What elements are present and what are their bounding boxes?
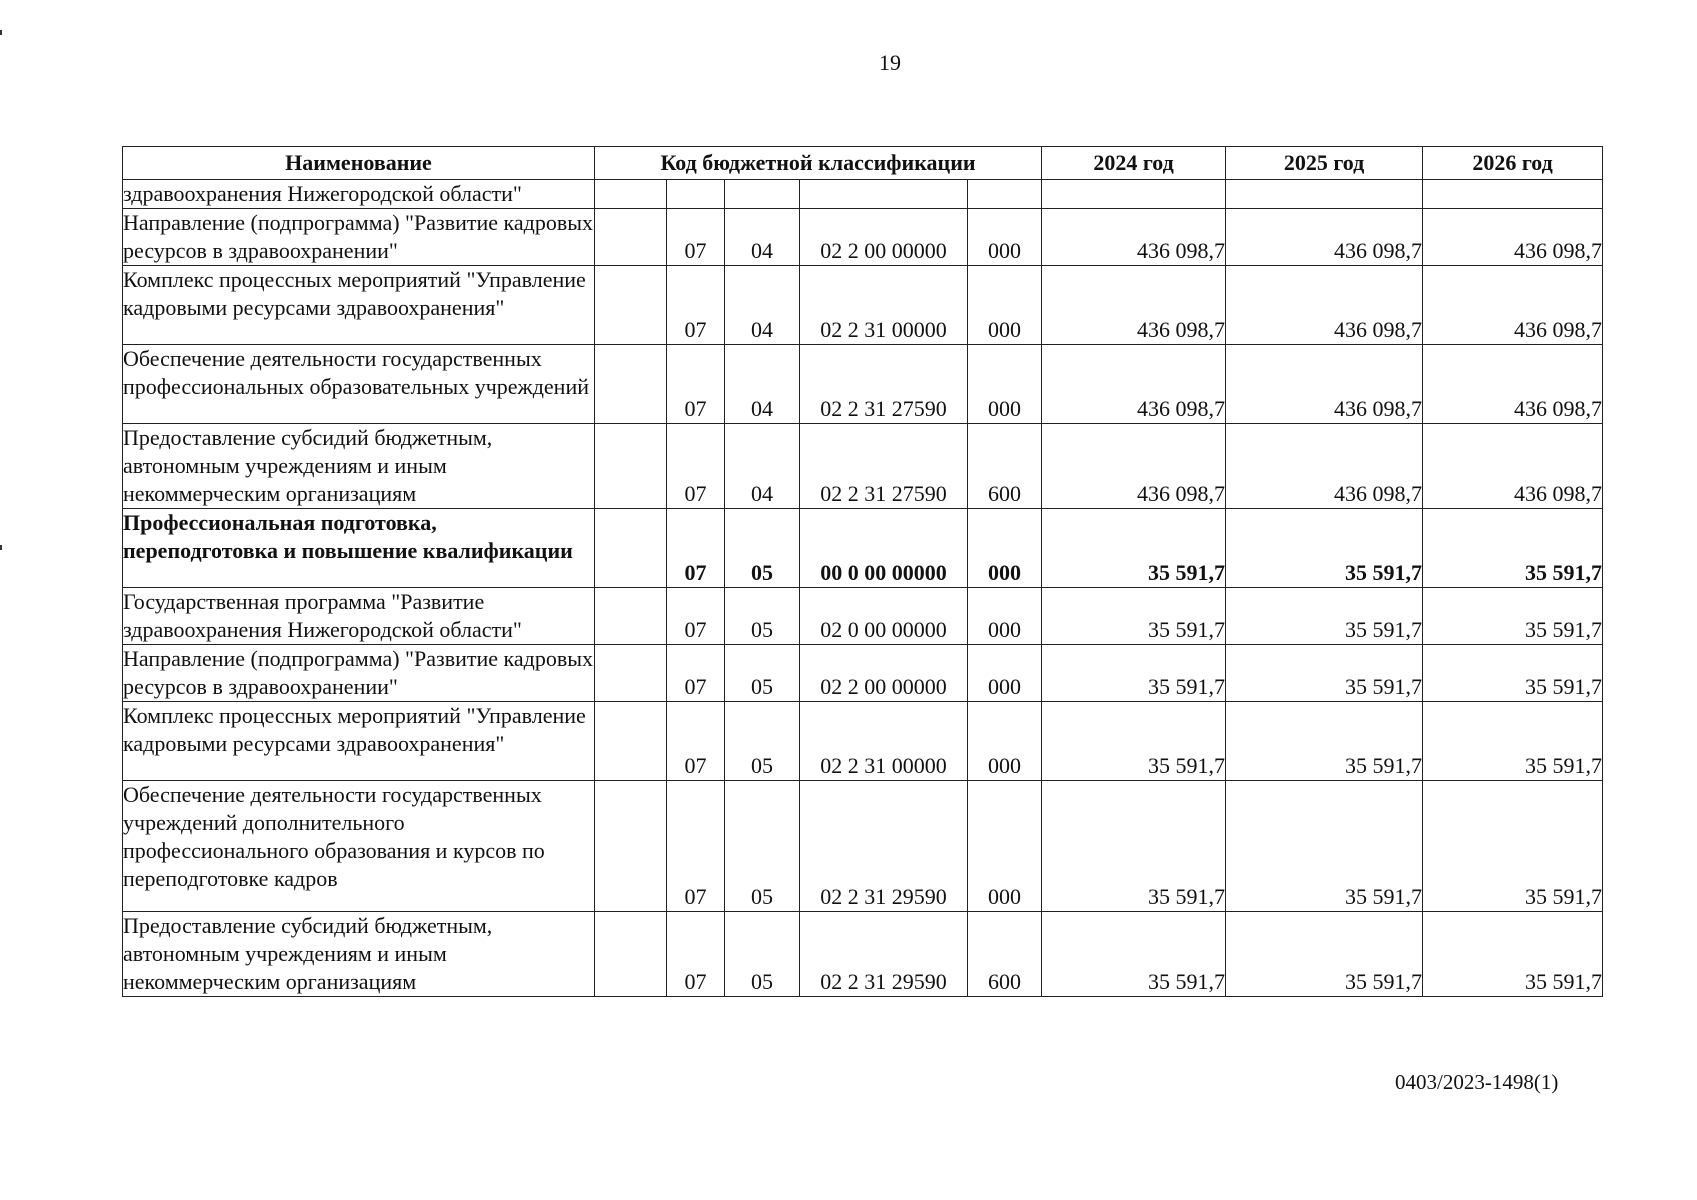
code-cell (968, 180, 1042, 209)
code-target-article: 02 2 31 00000 (800, 266, 968, 345)
code-subsection: 05 (725, 781, 800, 912)
code-expense-type: 000 (968, 345, 1042, 424)
amount-2025: 436 098,7 (1226, 266, 1423, 345)
code-col1 (595, 702, 667, 781)
document-id: 0403/2023-1498(1) (1395, 1070, 1559, 1094)
code-subsection: 04 (725, 345, 800, 424)
code-section: 07 (667, 702, 725, 781)
code-subsection: 05 (725, 588, 800, 645)
code-cell (667, 180, 725, 209)
amount-cell (1226, 180, 1423, 209)
code-subsection: 05 (725, 509, 800, 588)
code-target-article: 02 0 00 00000 (800, 588, 968, 645)
code-col1 (595, 266, 667, 345)
code-col1 (595, 509, 667, 588)
code-section: 07 (667, 588, 725, 645)
amount-2026: 35 591,7 (1423, 781, 1603, 912)
row-name: Обеспечение деятельности государственных профессиональных образовательных учреждений (123, 345, 595, 424)
code-target-article: 02 2 31 29590 (800, 912, 968, 997)
amount-cell (1042, 180, 1226, 209)
code-section: 07 (667, 266, 725, 345)
table-row (123, 266, 1603, 345)
table-row (123, 702, 1603, 781)
scan-margin-mark (0, 545, 2, 550)
code-col1 (595, 424, 667, 509)
amount-2026: 35 591,7 (1423, 588, 1603, 645)
header-2024: 2024 год (1042, 147, 1226, 180)
header-2026: 2026 год (1423, 147, 1603, 180)
code-col1 (595, 209, 667, 266)
code-expense-type: 600 (968, 912, 1042, 997)
code-target-article: 02 2 31 00000 (800, 702, 968, 781)
code-cell (725, 180, 800, 209)
amount-2024: 436 098,7 (1042, 424, 1226, 509)
table-row (123, 209, 1603, 266)
code-expense-type: 000 (968, 209, 1042, 266)
amount-2026: 436 098,7 (1423, 209, 1603, 266)
code-expense-type: 600 (968, 424, 1042, 509)
amount-2026: 35 591,7 (1423, 509, 1603, 588)
amount-2025: 436 098,7 (1226, 209, 1423, 266)
amount-2025: 35 591,7 (1226, 509, 1423, 588)
code-section: 07 (667, 209, 725, 266)
scan-margin-mark (0, 30, 2, 35)
code-col1 (595, 345, 667, 424)
amount-2025: 35 591,7 (1226, 781, 1423, 912)
amount-2024: 436 098,7 (1042, 345, 1226, 424)
code-subsection: 05 (725, 702, 800, 781)
amount-2026: 436 098,7 (1423, 424, 1603, 509)
header-2025: 2025 год (1226, 147, 1423, 180)
code-section: 07 (667, 509, 725, 588)
table-row (123, 781, 1603, 912)
amount-2026: 436 098,7 (1423, 345, 1603, 424)
amount-2026: 35 591,7 (1423, 912, 1603, 997)
code-subsection: 05 (725, 645, 800, 702)
code-col1 (595, 781, 667, 912)
amount-2024: 35 591,7 (1042, 588, 1226, 645)
table-row (123, 424, 1603, 509)
row-name: Обеспечение деятельности государственных учреждений дополнительного профессионального образования и курсов по переподготовке кадров (123, 781, 595, 912)
table-row (123, 509, 1603, 588)
page-number: 19 (879, 50, 901, 75)
amount-2025: 436 098,7 (1226, 345, 1423, 424)
code-target-article: 02 2 31 29590 (800, 781, 968, 912)
code-expense-type: 000 (968, 509, 1042, 588)
amount-2024: 35 591,7 (1042, 509, 1226, 588)
row-name: Направление (подпрограмма) "Развитие кадровых ресурсов в здравоохранении" (123, 209, 595, 266)
amount-2024: 436 098,7 (1042, 209, 1226, 266)
code-cell (800, 180, 968, 209)
row-name: Комплекс процессных мероприятий "Управление кадровыми ресурсами здравоохранения" (123, 266, 595, 345)
table-header-row (123, 147, 1603, 180)
code-cell (595, 180, 667, 209)
amount-2026: 436 098,7 (1423, 266, 1603, 345)
amount-2026: 35 591,7 (1423, 645, 1603, 702)
code-expense-type: 000 (968, 781, 1042, 912)
amount-2024: 35 591,7 (1042, 645, 1226, 702)
budget-table (122, 146, 1603, 997)
amount-2024: 436 098,7 (1042, 266, 1226, 345)
amount-2025: 35 591,7 (1226, 912, 1423, 997)
table-row (123, 645, 1603, 702)
header-code: Код бюджетной классификации (595, 147, 1042, 180)
code-target-article: 02 2 31 27590 (800, 424, 968, 509)
amount-2024: 35 591,7 (1042, 702, 1226, 781)
row-name: здравоохранения Нижегородской области" (123, 180, 595, 209)
code-target-article: 02 2 00 00000 (800, 645, 968, 702)
amount-2024: 35 591,7 (1042, 912, 1226, 997)
code-expense-type: 000 (968, 702, 1042, 781)
code-expense-type: 000 (968, 588, 1042, 645)
row-name: Предоставление субсидий бюджетным, автономным учреждениям и иным некоммерческим организациям (123, 912, 595, 997)
code-section: 07 (667, 781, 725, 912)
row-name: Направление (подпрограмма) "Развитие кадровых ресурсов в здравоохранении" (123, 645, 595, 702)
code-col1 (595, 912, 667, 997)
code-expense-type: 000 (968, 645, 1042, 702)
code-section: 07 (667, 645, 725, 702)
row-name: Комплекс процессных мероприятий "Управление кадровыми ресурсами здравоохранения" (123, 702, 595, 781)
table-row (123, 912, 1603, 997)
row-name: Предоставление субсидий бюджетным, автономным учреждениям и иным некоммерческим организациям (123, 424, 595, 509)
row-name: Государственная программа "Развитие здравоохранения Нижегородской области" (123, 588, 595, 645)
table-row (123, 588, 1603, 645)
code-section: 07 (667, 424, 725, 509)
amount-2026: 35 591,7 (1423, 702, 1603, 781)
row-name: Профессиональная подготовка, переподготовка и повышение квалификации (123, 509, 595, 588)
amount-2025: 436 098,7 (1226, 424, 1423, 509)
code-subsection: 04 (725, 209, 800, 266)
code-col1 (595, 645, 667, 702)
amount-2025: 35 591,7 (1226, 702, 1423, 781)
code-subsection: 04 (725, 424, 800, 509)
code-section: 07 (667, 912, 725, 997)
code-target-article: 02 2 00 00000 (800, 209, 968, 266)
amount-cell (1423, 180, 1603, 209)
code-subsection: 04 (725, 266, 800, 345)
code-expense-type: 000 (968, 266, 1042, 345)
code-section: 07 (667, 345, 725, 424)
code-target-article: 02 2 31 27590 (800, 345, 968, 424)
table-row-continuation (123, 180, 1603, 209)
amount-2025: 35 591,7 (1226, 645, 1423, 702)
header-name: Наименование (123, 147, 595, 180)
amount-2024: 35 591,7 (1042, 781, 1226, 912)
table-row (123, 345, 1603, 424)
code-target-article: 00 0 00 00000 (800, 509, 968, 588)
code-col1 (595, 588, 667, 645)
code-subsection: 05 (725, 912, 800, 997)
amount-2025: 35 591,7 (1226, 588, 1423, 645)
